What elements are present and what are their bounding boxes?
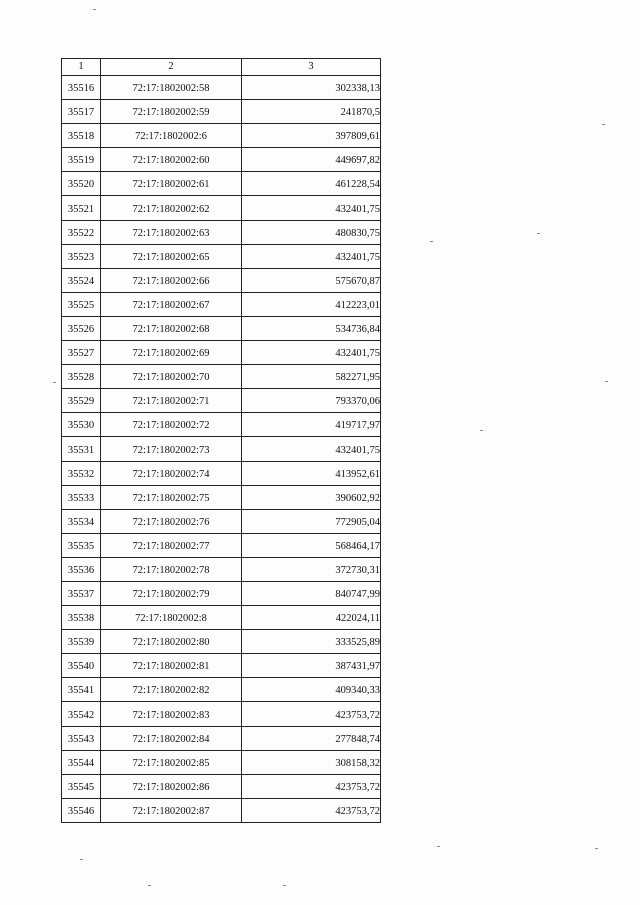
row-number-cell: 35541 [62, 678, 101, 702]
value-cell: 397809,61 [242, 124, 381, 148]
cadastral-number-cell: 72:17:1802002:86 [101, 774, 242, 798]
cadastral-number-cell: 72:17:1802002:76 [101, 509, 242, 533]
table-row [62, 798, 381, 822]
value-cell: 432401,75 [242, 437, 381, 461]
row-number-cell: 35532 [62, 461, 101, 485]
table-row [62, 196, 381, 220]
scan-speck [93, 9, 96, 10]
cadastral-number-cell: 72:17:1802002:67 [101, 292, 242, 316]
scan-speck [595, 848, 598, 849]
scan-speck [53, 382, 56, 383]
table-header [62, 59, 381, 76]
table-row [62, 726, 381, 750]
row-number-cell: 35542 [62, 702, 101, 726]
column-header-cadastral-number: 2 [101, 59, 242, 76]
column-header-number: 1 [62, 59, 101, 76]
row-number-cell: 35530 [62, 413, 101, 437]
table-row [62, 678, 381, 702]
value-cell: 333525,89 [242, 630, 381, 654]
table-row [62, 774, 381, 798]
scan-speck [80, 859, 83, 860]
cadastral-number-cell: 72:17:1802002:79 [101, 581, 242, 605]
cadastral-number-cell: 72:17:1802002:58 [101, 76, 242, 100]
row-number-cell: 35529 [62, 389, 101, 413]
row-number-cell: 35527 [62, 341, 101, 365]
cadastral-number-cell: 72:17:1802002:84 [101, 726, 242, 750]
row-number-cell: 35521 [62, 196, 101, 220]
header-row [62, 59, 381, 76]
cadastral-number-cell: 72:17:1802002:68 [101, 316, 242, 340]
row-number-cell: 35539 [62, 630, 101, 654]
value-cell: 840747,99 [242, 581, 381, 605]
table-row [62, 533, 381, 557]
table-row [62, 654, 381, 678]
row-number-cell: 35516 [62, 76, 101, 100]
table-row [62, 461, 381, 485]
cadastral-number-cell: 72:17:1802002:66 [101, 268, 242, 292]
cadastral-number-cell: 72:17:1802002:81 [101, 654, 242, 678]
value-cell: 412223,01 [242, 292, 381, 316]
value-cell: 241870,5 [242, 100, 381, 124]
cadastral-number-cell: 72:17:1802002:65 [101, 244, 242, 268]
table-row [62, 148, 381, 172]
table-row [62, 606, 381, 630]
row-number-cell: 35544 [62, 750, 101, 774]
cadastral-number-cell: 72:17:1802002:75 [101, 485, 242, 509]
value-cell: 423753,72 [242, 702, 381, 726]
cadastral-number-cell: 72:17:1802002:83 [101, 702, 242, 726]
row-number-cell: 35534 [62, 509, 101, 533]
table-row [62, 750, 381, 774]
cadastral-number-cell: 72:17:1802002:70 [101, 365, 242, 389]
scan-speck [602, 124, 605, 125]
table-row [62, 100, 381, 124]
table-row [62, 292, 381, 316]
table-row [62, 316, 381, 340]
value-cell: 409340,33 [242, 678, 381, 702]
scan-speck [480, 430, 483, 431]
value-cell: 372730,31 [242, 557, 381, 581]
value-cell: 432401,75 [242, 244, 381, 268]
row-number-cell: 35545 [62, 774, 101, 798]
table-row [62, 630, 381, 654]
table-row [62, 220, 381, 244]
value-cell: 423753,72 [242, 774, 381, 798]
cadastral-number-cell: 72:17:1802002:61 [101, 172, 242, 196]
scan-speck [437, 846, 440, 847]
cadastral-number-cell: 72:17:1802002:62 [101, 196, 242, 220]
row-number-cell: 35519 [62, 148, 101, 172]
row-number-cell: 35540 [62, 654, 101, 678]
value-cell: 480830,75 [242, 220, 381, 244]
row-number-cell: 35524 [62, 268, 101, 292]
row-number-cell: 35546 [62, 798, 101, 822]
table-row [62, 268, 381, 292]
row-number-cell: 35533 [62, 485, 101, 509]
cadastral-value-table [61, 58, 381, 823]
value-cell: 419717,97 [242, 413, 381, 437]
row-number-cell: 35543 [62, 726, 101, 750]
value-cell: 575670,87 [242, 268, 381, 292]
table-row [62, 581, 381, 605]
value-cell: 461228,54 [242, 172, 381, 196]
cadastral-number-cell: 72:17:1802002:59 [101, 100, 242, 124]
value-cell: 534736,84 [242, 316, 381, 340]
scan-speck [537, 233, 540, 234]
cadastral-number-cell: 72:17:1802002:8 [101, 606, 242, 630]
row-number-cell: 35535 [62, 533, 101, 557]
cadastral-number-cell: 72:17:1802002:78 [101, 557, 242, 581]
cadastral-number-cell: 72:17:1802002:6 [101, 124, 242, 148]
cadastral-number-cell: 72:17:1802002:80 [101, 630, 242, 654]
table-row [62, 437, 381, 461]
scan-speck [430, 241, 433, 242]
row-number-cell: 35518 [62, 124, 101, 148]
value-cell: 772905,04 [242, 509, 381, 533]
cadastral-number-cell: 72:17:1802002:73 [101, 437, 242, 461]
value-cell: 423753,72 [242, 798, 381, 822]
table-row [62, 557, 381, 581]
row-number-cell: 35536 [62, 557, 101, 581]
table-row [62, 509, 381, 533]
value-cell: 277848,74 [242, 726, 381, 750]
row-number-cell: 35520 [62, 172, 101, 196]
cadastral-number-cell: 72:17:1802002:74 [101, 461, 242, 485]
cadastral-number-cell: 72:17:1802002:63 [101, 220, 242, 244]
table-row [62, 124, 381, 148]
row-number-cell: 35523 [62, 244, 101, 268]
value-cell: 568464,17 [242, 533, 381, 557]
row-number-cell: 35538 [62, 606, 101, 630]
cadastral-number-cell: 72:17:1802002:85 [101, 750, 242, 774]
value-cell: 449697,82 [242, 148, 381, 172]
cadastral-number-cell: 72:17:1802002:82 [101, 678, 242, 702]
column-header-value: 3 [242, 59, 381, 76]
row-number-cell: 35525 [62, 292, 101, 316]
table-row [62, 76, 381, 100]
row-number-cell: 35517 [62, 100, 101, 124]
row-number-cell: 35526 [62, 316, 101, 340]
table-row [62, 485, 381, 509]
scan-speck [148, 885, 151, 886]
row-number-cell: 35531 [62, 437, 101, 461]
scan-speck [605, 381, 608, 382]
value-cell: 413952,61 [242, 461, 381, 485]
row-number-cell: 35537 [62, 581, 101, 605]
value-cell: 793370,06 [242, 389, 381, 413]
cadastral-number-cell: 72:17:1802002:69 [101, 341, 242, 365]
table-row [62, 413, 381, 437]
cadastral-number-cell: 72:17:1802002:60 [101, 148, 242, 172]
row-number-cell: 35528 [62, 365, 101, 389]
table-body [62, 76, 381, 823]
table-row [62, 341, 381, 365]
row-number-cell: 35522 [62, 220, 101, 244]
cadastral-number-cell: 72:17:1802002:77 [101, 533, 242, 557]
value-cell: 390602,92 [242, 485, 381, 509]
value-cell: 432401,75 [242, 341, 381, 365]
table-row [62, 244, 381, 268]
value-cell: 582271,95 [242, 365, 381, 389]
cadastral-number-cell: 72:17:1802002:87 [101, 798, 242, 822]
value-cell: 387431,97 [242, 654, 381, 678]
table-row [62, 172, 381, 196]
cadastral-number-cell: 72:17:1802002:71 [101, 389, 242, 413]
table-row [62, 365, 381, 389]
value-cell: 422024,11 [242, 606, 381, 630]
table-row [62, 389, 381, 413]
value-cell: 432401,75 [242, 196, 381, 220]
table-row [62, 702, 381, 726]
value-cell: 308158,32 [242, 750, 381, 774]
scan-speck [283, 885, 286, 886]
value-cell: 302338,13 [242, 76, 381, 100]
cadastral-number-cell: 72:17:1802002:72 [101, 413, 242, 437]
